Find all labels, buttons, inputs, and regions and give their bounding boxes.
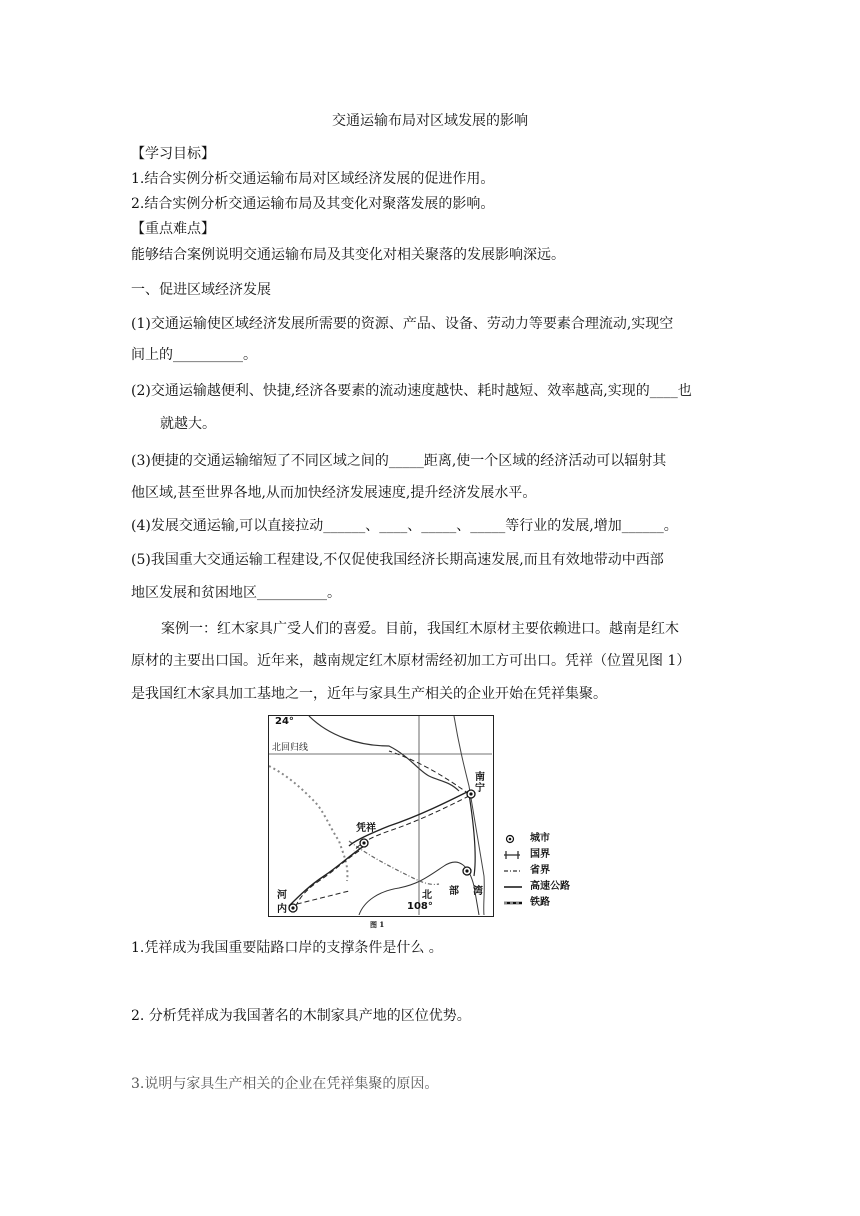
map-legend xyxy=(502,832,582,914)
item-5-line-1: (5)我国重大交通运输工程建设,不仅促使我国经济长期高速发展,而且有效地带动中西部 xyxy=(131,552,664,568)
beibu-label-2: 部 xyxy=(449,886,459,897)
tropic-label: 北回归线 xyxy=(272,743,309,753)
pingxiang-location-map xyxy=(268,715,494,917)
part1-heading: 一、促进区域经济发展 xyxy=(131,282,271,298)
key-text: 能够结合案例说明交通运输布局及其变化对相关聚落的发展影响深远。 xyxy=(131,247,565,263)
railway-icon xyxy=(502,898,524,908)
expressway-icon xyxy=(502,882,524,892)
question-3: 3.说明与家具生产相关的企业在凭祥集聚的原因。 xyxy=(131,1076,439,1092)
goals-heading: 【学习目标】 xyxy=(131,146,215,162)
item-1-line-2: 间上的__________。 xyxy=(131,347,257,363)
item-5-line-2: 地区发展和贫困地区__________。 xyxy=(131,585,341,601)
nanning-label-2: 宁 xyxy=(475,783,485,794)
goal-item-1: 1.结合实例分析交通运输布局对区域经济发展的促进作用。 xyxy=(131,171,495,187)
legend-expressway-label: 高速公路 xyxy=(530,881,570,892)
pingxiang-label: 凭祥 xyxy=(356,823,376,834)
question-2: 2. 分析凭祥成为我国著名的木制家具产地的区位优势。 xyxy=(131,1008,471,1024)
latitude-label: 24° xyxy=(275,716,294,727)
goal-item-2: 2.结合实例分析交通运输布局及其变化对聚落发展的影响。 xyxy=(131,196,495,212)
legend-railway xyxy=(502,896,582,910)
hanoi-label-1: 河 xyxy=(277,890,287,901)
legend-provincial-border-label: 省界 xyxy=(530,865,550,876)
case-line-1: 案例一：红木家具广受人们的喜爱。目前，我国红木原材主要依赖进口。越南是红木 xyxy=(161,621,679,637)
figure-caption: 图 1 xyxy=(370,920,385,929)
provincial-border-icon xyxy=(502,866,524,876)
item-1-line-1: (1)交通运输使区域经济发展所需要的资源、产品、设备、劳动力等要素合理流动,实现空 xyxy=(131,316,674,332)
legend-city xyxy=(502,832,582,846)
hanoi-label-2: 内 xyxy=(277,904,287,915)
legend-railway-label: 铁路 xyxy=(530,897,550,908)
item-4-line-1: (4)发展交通运输,可以直接拉动______、____、_____、_____等行业的发展,增加______。 xyxy=(131,518,678,534)
legend-provincial-border xyxy=(502,864,582,878)
item-3-line-1: (3)便捷的交通运输缩短了不同区域之间的_____距离,使一个区域的经济活动可以辐射其 xyxy=(131,453,667,469)
legend-national-border-label: 国界 xyxy=(530,849,550,860)
city-symbol-icon xyxy=(502,834,524,844)
longitude-label: 108° xyxy=(407,901,433,912)
question-1: 1.凭祥成为我国重要陆路口岸的支撑条件是什么 。 xyxy=(131,940,443,956)
document-title: 交通运输布局对区域发展的影响 xyxy=(332,113,528,129)
legend-city-label: 城市 xyxy=(530,833,550,844)
beibu-label-3: 湾 xyxy=(473,886,483,897)
item-3-line-2: 他区域,甚至世界各地,从而加快经济发展速度,提升经济发展水平。 xyxy=(131,485,537,501)
item-2-line-1: (2)交通运输越便利、快捷,经济各要素的流动速度越快、耗时越短、效率越高,实现的____也 xyxy=(131,383,692,399)
case-line-2: 原材的主要出口国。近年来，越南规定红木原材需经初加工方可出口。凭祥（位置见图 1） xyxy=(131,653,691,669)
case-line-3: 是我国红木家具加工基地之一，近年与家具生产相关的企业开始在凭祥集聚。 xyxy=(131,686,607,702)
key-heading: 【重点难点】 xyxy=(131,221,215,237)
item-2-line-2: 就越大。 xyxy=(160,416,216,432)
nanning-label-1: 南 xyxy=(475,772,485,783)
legend-expressway xyxy=(502,880,582,894)
national-border-icon xyxy=(502,850,524,860)
legend-national-border xyxy=(502,848,582,862)
beibu-label-1: 北 xyxy=(422,890,432,901)
